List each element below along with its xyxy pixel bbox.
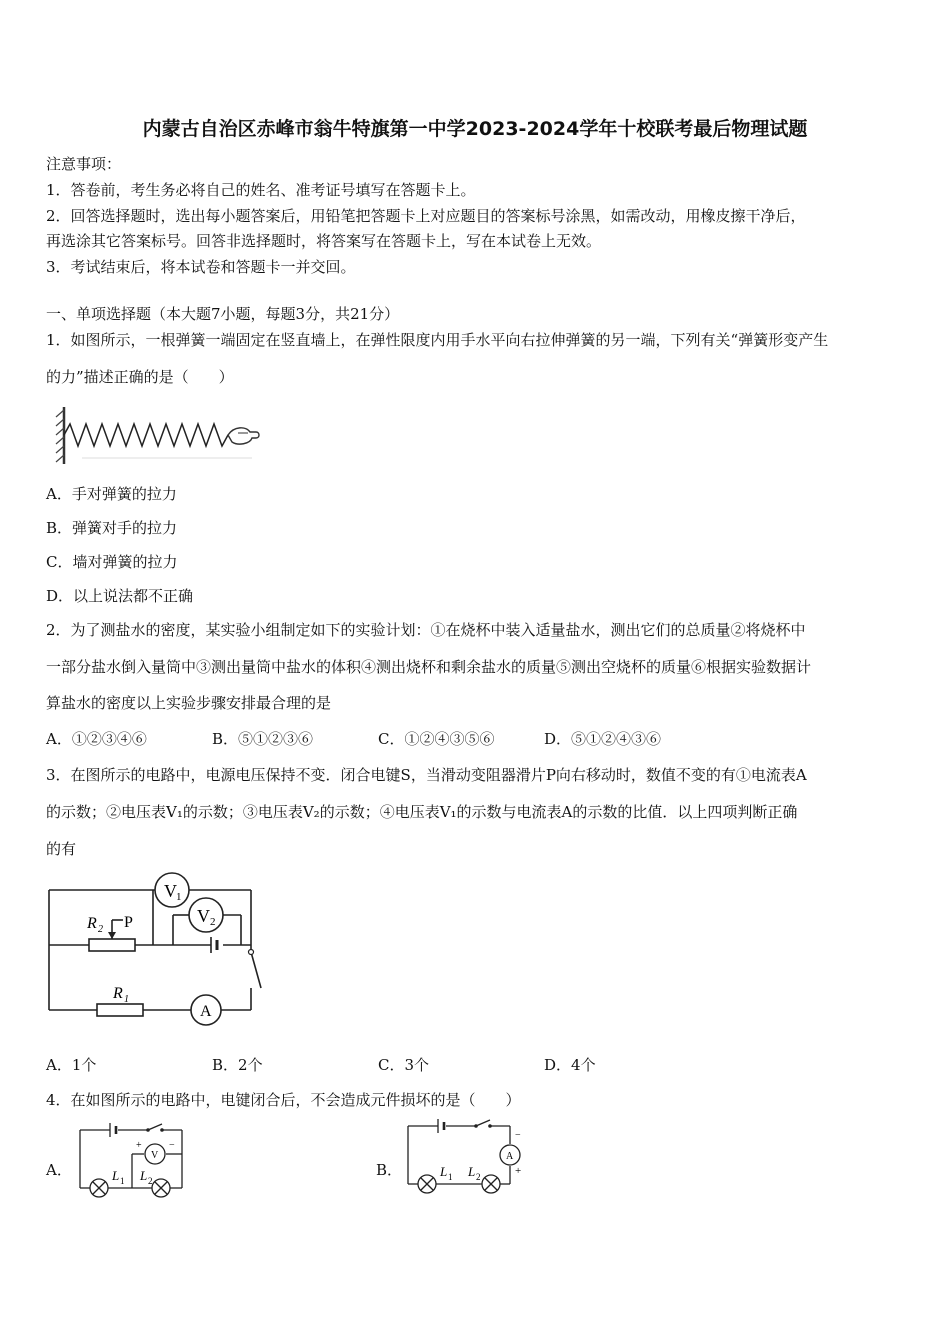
q2-option-b[interactable]: B．⑤①②③⑥	[212, 730, 314, 748]
l1-a: L	[112, 1168, 120, 1183]
l2-a: L	[140, 1168, 148, 1183]
section-heading: 一、单项选择题（本大题7小题，每题3分，共21分）	[46, 305, 400, 323]
notice-heading: 注意事项：	[46, 155, 122, 173]
q3-stem-line3: 的有	[46, 840, 77, 858]
l2-b: L	[468, 1164, 476, 1179]
r1-label: R	[113, 985, 123, 1002]
q3-option-a[interactable]: A．1个	[46, 1056, 97, 1074]
q1-option-d[interactable]: D．以上说法都不正确	[46, 587, 194, 605]
q2-stem-line3: 算盐水的密度以上实验步骤安排最合理的是	[46, 694, 332, 712]
q2-option-a[interactable]: A．①②③④⑥	[46, 730, 147, 748]
q3-stem-line1: 3．在图所示的电路中，电源电压保持不变．闭合电键S，当滑动变阻器滑片P向右移动时，数值不变的有①电流表A	[46, 766, 807, 784]
q2-stem-line2: 一部分盐水倒入量筒中③测出量筒中盐水的体积④测出烧杯和剩余盐水的质量⑤测出空烧杯的质量⑥根据实验数据计	[46, 658, 812, 676]
q4-circuit-a	[72, 1118, 197, 1200]
plus-b: +	[515, 1165, 522, 1177]
q3-option-c[interactable]: C．3个	[378, 1056, 430, 1074]
q3-option-d[interactable]: D．4个	[544, 1056, 596, 1074]
q2-option-d[interactable]: D．⑤①②④③⑥	[544, 730, 662, 748]
notice-item: 再选涂其它答案标号。回答非选择题时，将答案写在答题卡上，写在本试卷上无效。	[46, 232, 602, 250]
l1-a-sub: 1	[120, 1176, 125, 1186]
q1-stem-line1: 1．如图所示，一根弹簧一端固定在竖直墙上，在弹性限度内用手水平向右拉伸弹簧的另一端，下列有关“弹簧形变产生	[46, 331, 829, 349]
hand-icon	[228, 428, 259, 444]
r1-sub: 1	[124, 994, 129, 1005]
q2-option-c[interactable]: C．①②④③⑤⑥	[378, 730, 495, 748]
spring-figure	[52, 402, 267, 468]
l2-a-sub: 2	[148, 1176, 153, 1186]
p-label: P	[124, 914, 133, 931]
q1-option-a[interactable]: A．手对弹簧的拉力	[46, 485, 177, 503]
q3-stem-line2: 的示数；②电压表V₁的示数；③电压表V₂的示数；④电压表V₁的示数与电流表A的示数的比值．以上四项判断正确	[46, 803, 798, 821]
q3-option-b[interactable]: B．2个	[212, 1056, 263, 1074]
v2-label: V	[197, 906, 210, 926]
q2-options	[46, 728, 710, 749]
q3-circuit-figure	[45, 870, 270, 1030]
r2-sub: 2	[98, 924, 103, 935]
q4-option-a[interactable]: A．	[46, 1161, 72, 1179]
q3-options	[46, 1054, 710, 1075]
minus-a: −	[169, 1140, 175, 1151]
v1-label: V	[164, 881, 177, 901]
a-label: A	[200, 1003, 212, 1020]
plus-a: +	[136, 1140, 142, 1151]
notice-item: 1．答卷前，考生务必将自己的姓名、准考证号填写在答题卡上。	[46, 181, 476, 199]
l2-b-sub: 2	[476, 1172, 481, 1182]
minus-b: −	[515, 1130, 521, 1141]
q4-stem: 4．在如图所示的电路中，电键闭合后，不会造成元件损坏的是（ ）	[46, 1091, 521, 1109]
q1-option-b[interactable]: B．弹簧对手的拉力	[46, 519, 178, 537]
q1-stem-line2: 的力”描述正确的是（ ）	[46, 368, 234, 386]
q4-option-b[interactable]: B．	[376, 1161, 403, 1179]
notice-item: 3．考试结束后，将本试卷和答题卡一并交回。	[46, 258, 356, 276]
l1-b-sub: 1	[448, 1172, 453, 1182]
v2-sub: 2	[210, 916, 216, 928]
page-title: 内蒙古自治区赤峰市翁牛特旗第一中学2023-2024学年十校联考最后物理试题	[142, 118, 808, 140]
meter-a-label: V	[151, 1150, 159, 1161]
v1-sub: 1	[176, 891, 182, 903]
q2-stem-line1: 2．为了测盐水的密度，某实验小组制定如下的实验计划：①在烧杯中装入适量盐水，测出它们的总质量②将烧杯中	[46, 621, 806, 639]
r2-label: R	[87, 915, 97, 932]
l1-b: L	[440, 1164, 448, 1179]
notice-item: 2．回答选择题时，选出每小题答案后，用铅笔把答题卡上对应题目的答案标号涂黑，如需改动，用橡皮擦干净后，	[46, 207, 806, 225]
q4-circuit-b	[400, 1112, 530, 1198]
meter-b-label: A	[506, 1151, 514, 1162]
q1-option-c[interactable]: C．墙对弹簧的拉力	[46, 553, 178, 571]
